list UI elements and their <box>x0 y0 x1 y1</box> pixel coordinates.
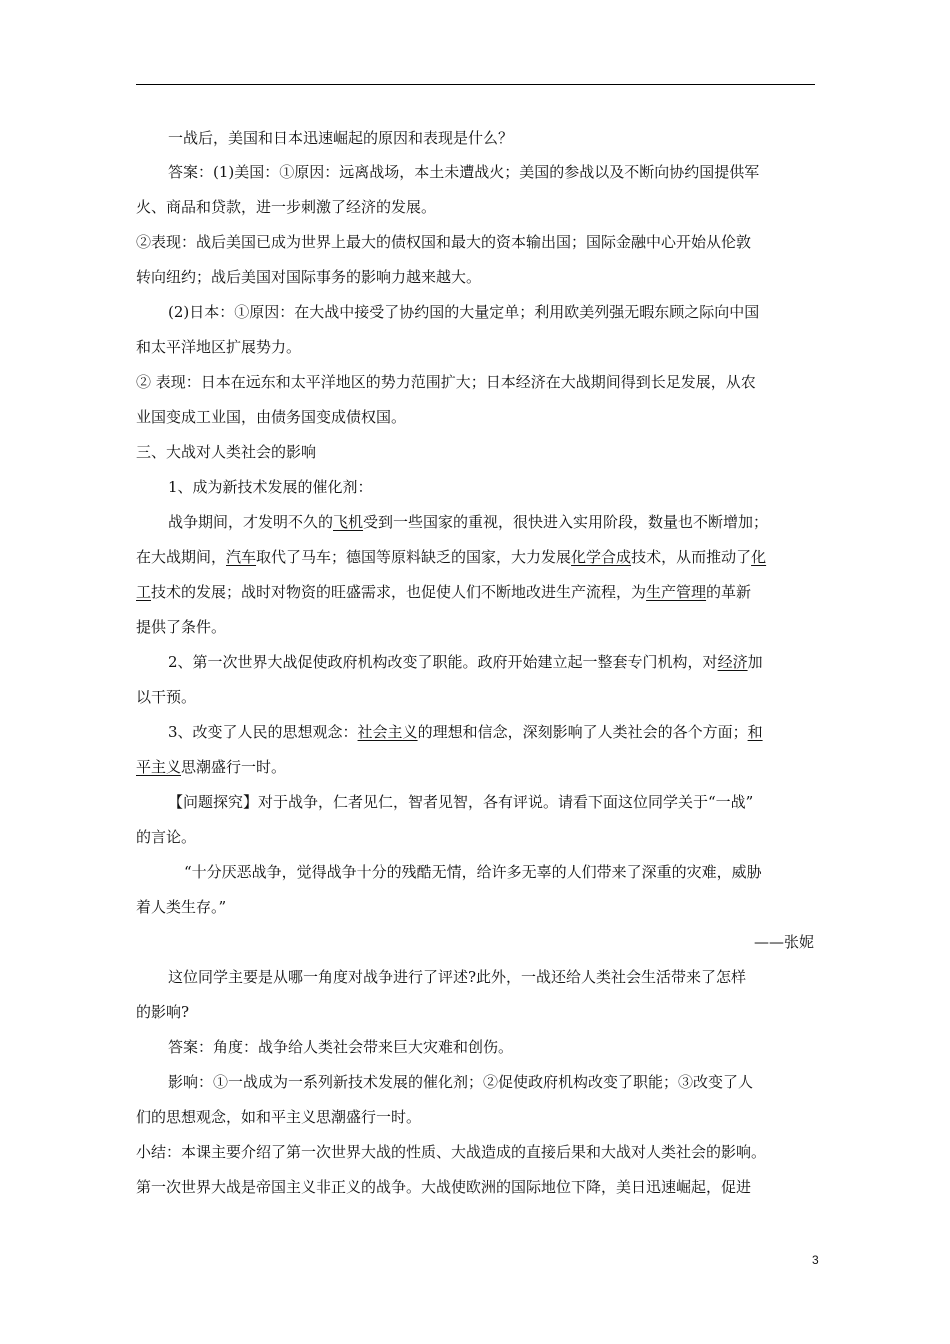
point-1-text-line4: 提供了条件。 <box>136 618 227 636</box>
term-car: 汽车 <box>226 548 257 566</box>
term-socialism: 社会主义 <box>357 723 418 741</box>
explore-impact: 影响：①一战成为一系列新技术发展的催化剂；②促使政府机构改变了职能；③改变了人 <box>168 1073 754 1091</box>
page-number: 3 <box>812 1253 819 1267</box>
answer-jp-reason: (2)日本：①原因：在大战中接受了协约国的大量定单；利用欧美列强无暇东顾之际向中国 <box>168 303 760 321</box>
term-chemical-industry-part2: 工 <box>136 583 152 601</box>
term-production-management: 生产管理 <box>646 583 707 601</box>
answer-us-reason-cont: 火、商品和贷款，进一步刺激了经济的发展。 <box>136 198 437 216</box>
point-1-title: 1、成为新技术发展的催化剂： <box>168 478 373 496</box>
answer-us-reason: 答案：(1)美国：①原因：远离战场，本土未遭战火；美国的参战以及不断向协约国提供军 <box>168 163 760 181</box>
point-3-line2: 平主义思潮盛行一时。 <box>136 758 287 776</box>
quote-author: ——张妮 <box>753 933 814 951</box>
term-pacifism-part2: 平主义 <box>136 758 182 776</box>
term-pacifism-part1: 和 <box>747 723 763 741</box>
term-chemical-industry-part1: 化 <box>751 548 767 566</box>
answer-jp-performance: ② 表现：日本在远东和太平洋地区的势力范围扩大；日本经济在大战期间得到长足发展，从农 <box>136 373 756 391</box>
answer-us-performance: ②表现：战后美国已成为世界上最大的债权国和最大的资本输出国；国际金融中心开始从伦敦 <box>136 233 752 251</box>
summary-line2: 第一次世界大战是帝国主义非正义的战争。大战使欧洲的国际地位下降，美日迅速崛起，促进 <box>136 1178 752 1196</box>
summary-line1: 小结：本课主要介绍了第一次世界大战的性质、大战造成的直接后果和大战对人类社会的影响。 <box>136 1143 767 1161</box>
point-2-line1: 2、第一次世界大战促使政府机构改变了职能。政府开始建立起一整套专门机构，对经济加 <box>168 653 763 671</box>
explore-intro: 【问题探究】对于战争，仁者见仁，智者见智，各有评说。请看下面这位同学关于“一战” <box>168 793 754 811</box>
answer-jp-performance-cont: 业国变成工业国，由债务国变成债权国。 <box>136 408 407 426</box>
explore-question: 这位同学主要是从哪一角度对战争进行了评述?此外，一战还给人类社会生活带来了怎样 <box>168 968 747 986</box>
term-chemical-synthesis: 化学合成 <box>571 548 632 566</box>
point-1-text-line3: 工技术的发展；战时对物资的旺盛需求，也促使人们不断地改进生产流程，为生产管理的革新 <box>136 583 752 601</box>
quote-line2: 着人类生存。” <box>136 898 227 916</box>
header-rule <box>136 84 815 85</box>
question-heading: 一战后，美国和日本迅速崛起的原因和表现是什么？ <box>168 129 514 147</box>
explore-intro-cont: 的言论。 <box>136 828 197 846</box>
term-economy: 经济 <box>717 653 748 671</box>
point-1-text-line1: 战争期间，才发明不久的飞机受到一些国家的重视，很快进入实用阶段，数量也不断增加； <box>168 513 769 531</box>
section-heading: 三、大战对人类社会的影响 <box>136 443 317 461</box>
answer-jp-reason-cont: 和太平洋地区扩展势力。 <box>136 338 302 356</box>
explore-answer: 答案：角度：战争给人类社会带来巨大灾难和创伤。 <box>168 1038 514 1056</box>
point-2-line2: 以干预。 <box>136 688 197 706</box>
explore-impact-cont: 们的思想观念，如和平主义思潮盛行一时。 <box>136 1108 422 1126</box>
answer-us-performance-cont: 转向纽约；战后美国对国际事务的影响力越来越大。 <box>136 268 482 286</box>
point-1-text-line2: 在大战期间，汽车取代了马车；德国等原料缺乏的国家，大力发展化学合成技术，从而推动了化 <box>136 548 767 566</box>
quote-line1: “十分厌恶战争，觉得战争十分的残酷无情，给许多无辜的人们带来了深重的灾难，威胁 <box>184 863 762 881</box>
term-airplane: 飞机 <box>333 513 364 531</box>
point-3-line1: 3、改变了人民的思想观念：社会主义的理想和信念，深刻影响了人类社会的各个方面；和 <box>168 723 763 741</box>
explore-question-cont: 的影响? <box>136 1003 190 1021</box>
